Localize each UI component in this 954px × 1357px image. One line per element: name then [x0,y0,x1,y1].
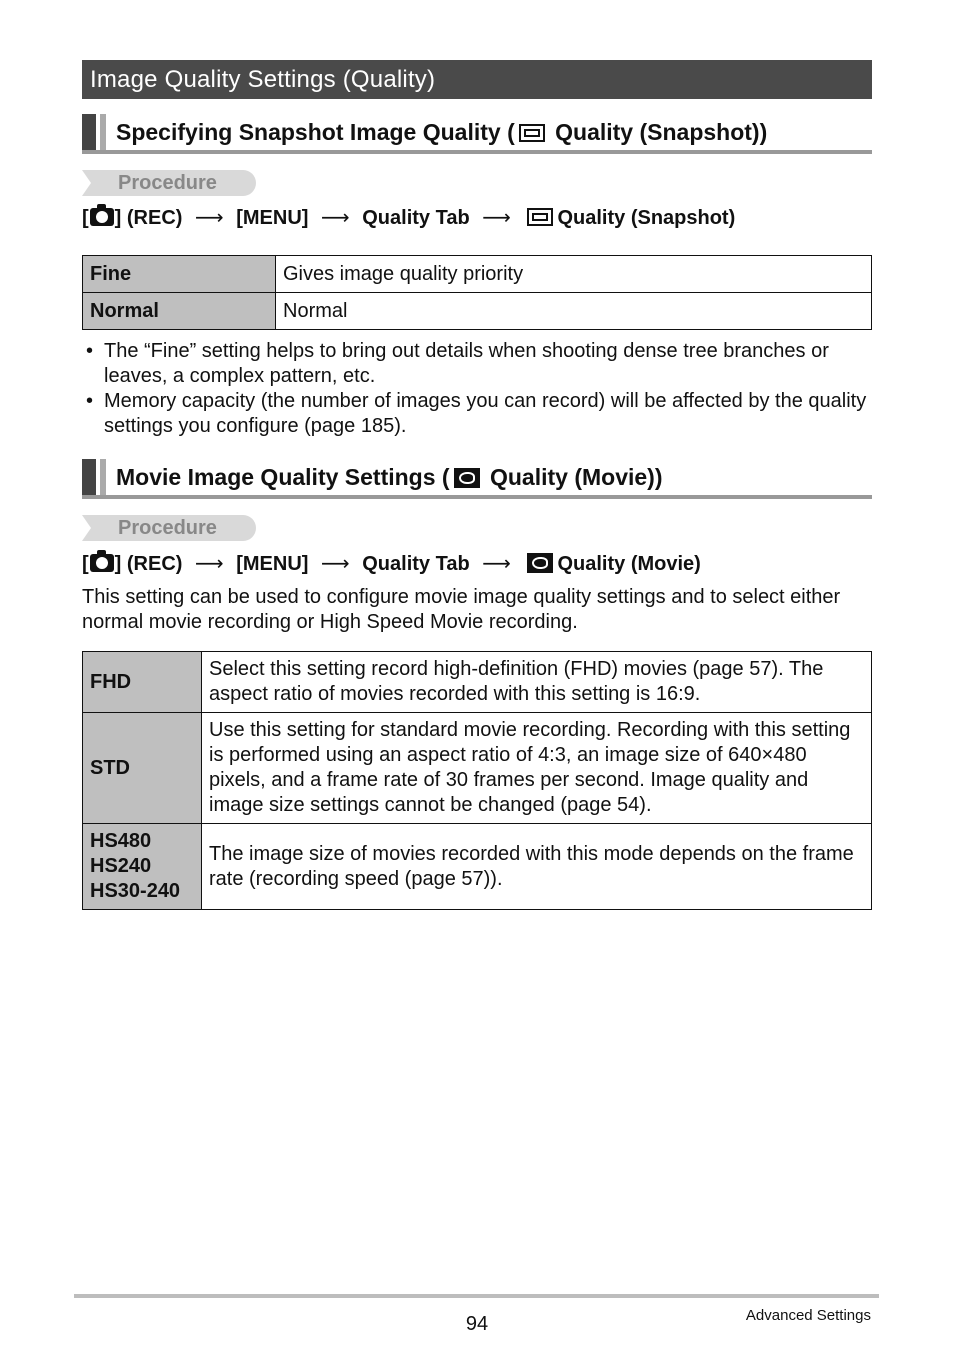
option-description: The image size of movies recorded with this mode depends on the frame rate (recording speed (page 57)). [202,824,872,910]
procedure-badge [82,515,256,541]
snapshot-quality-table [82,255,872,330]
bracket-open: [ [82,207,89,229]
table-row [83,293,872,330]
snapshot-heading-part1: Specifying Snapshot Image Quality ( [116,119,515,145]
target-step: Quality (Movie) [557,553,701,575]
option-name-line: HS240 [90,855,152,877]
option-name: Fine [83,256,276,293]
option-description: Gives image quality priority [276,256,872,293]
movie-quality-icon [454,468,480,488]
option-description: Select this setting record high-definition (FHD) movies (page 57). The aspect ratio of movies recorded with this setting is 16:9. [202,652,872,713]
heading-bar-dark [82,459,96,495]
bracket-open: [ [82,553,89,575]
procedure-badge [82,170,256,196]
movie-heading-part2: Quality (Movie)) [483,464,663,490]
snapshot-heading-part2: Quality (Snapshot)) [548,119,768,145]
list-item: • The “Fine” setting helps to bring out details when shooting dense tree branches or leaves, a complex pattern, etc. [82,339,872,389]
camera-icon [90,554,114,572]
target-step: Quality (Snapshot) [557,207,736,229]
arrow-icon: ⟶ [321,553,350,575]
heading-bar-light [100,114,106,150]
table-row [83,256,872,293]
arrow-icon: ⟶ [321,207,350,229]
still-image-quality-icon [519,124,545,142]
rec-step: ] (REC) [114,207,183,229]
snapshot-heading-text [116,114,767,150]
heading-bar-light [100,459,106,495]
table-row [83,652,872,713]
arrow-icon: ⟶ [482,207,511,229]
snapshot-section-heading [82,114,872,154]
movie-quality-icon [527,553,553,573]
list-item: • Memory capacity (the number of images you can record) will be affected by the quality settings you configure (page 185). [82,389,872,439]
arrow-icon: ⟶ [482,553,511,575]
heading-bar-dark [82,114,96,150]
badge-notch [82,515,91,541]
option-description: Use this setting for standard movie recording. Recording with this setting is performed using an aspect ratio of 4:3, an image size of 640×480 pixels, and a frame rate of 30 frames per second. Image quality and image size settings cannot be changed (page 54). [202,713,872,824]
table-row [83,713,872,824]
quality-tab-step: Quality Tab [362,207,470,229]
quality-tab-step: Quality Tab [362,553,470,575]
still-image-quality-icon [527,208,553,226]
movie-quality-table [82,651,872,910]
page-number: 94 [465,1313,489,1335]
movie-procedure-steps [82,550,701,578]
option-name: Normal [83,293,276,330]
camera-icon [90,208,114,226]
arrow-icon: ⟶ [195,553,224,575]
option-name: FHD [83,652,202,713]
page-title: Image Quality Settings (Quality) [82,60,872,99]
movie-heading-part1: Movie Image Quality Settings ( [116,464,450,490]
badge-notch [82,170,91,196]
procedure-label: Procedure [118,172,217,194]
movie-section-heading [82,459,872,499]
footer-section-name: Advanced Settings [745,1307,871,1324]
option-name: STD [83,713,202,824]
option-name-line: HS30-240 [90,880,181,902]
snapshot-notes [82,339,872,439]
menu-step: [MENU] [236,207,309,229]
table-row [83,824,872,910]
snapshot-procedure-steps [82,204,735,232]
option-description: Normal [276,293,872,330]
rec-step: ] (REC) [114,553,183,575]
movie-heading-text [116,459,662,495]
footer-rule [74,1294,879,1298]
movie-intro-text: This setting can be used to configure movie image quality settings and to select either normal movie recording or High Speed Movie recording. [82,586,841,633]
option-name-line: HS480 [90,830,152,852]
menu-step: [MENU] [236,553,309,575]
arrow-icon: ⟶ [195,207,224,229]
procedure-label: Procedure [118,517,217,539]
option-name [83,824,202,910]
